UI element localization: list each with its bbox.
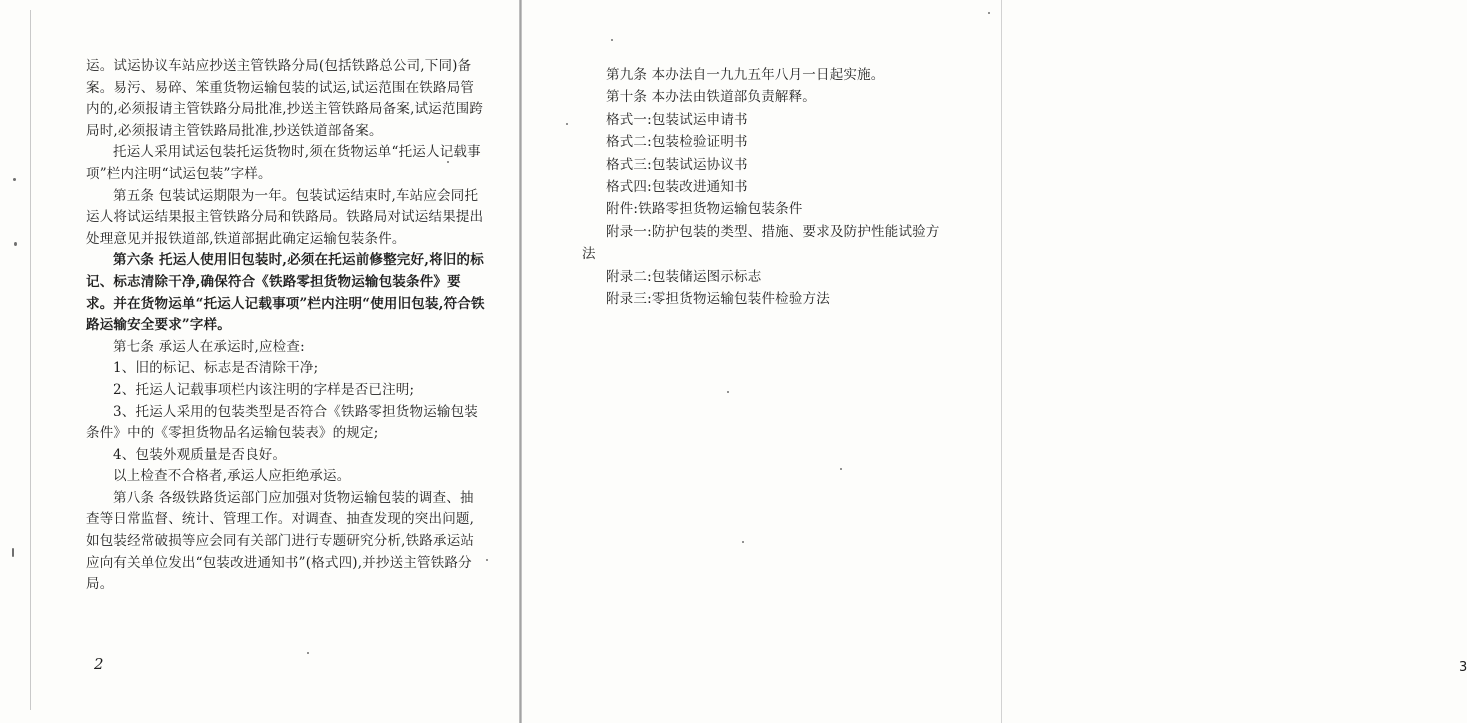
left-page: [0, 0, 520, 723]
form-4: 格式四:包装改进通知书: [606, 179, 748, 196]
form-3: 格式三:包装试运协议书: [606, 156, 748, 173]
article-7-item-2: 2、托运人记载事项栏内该注明的字样是否已注明;: [113, 381, 415, 398]
appendix-3: 附录三:零担货物运输包装件检验方法: [606, 291, 830, 308]
paragraph-continuation: 运。试运协议车站应抄送主管铁路分局(包括铁路总公司,下同)备案。易污、易碎、笨重货物运输包装的试运,试运范围在铁路局管内的,必须报请主管铁路分局批准,抄送主管铁路局备案,试运范围跨局时,必须报请主管铁路局批准,抄送铁道部备案。: [86, 58, 484, 139]
scan-speckle: [611, 39, 613, 41]
book-gutter: [519, 0, 522, 723]
scan-speckle: [566, 123, 568, 125]
page-number-left: 2: [94, 655, 104, 673]
page-number-right: 3: [1459, 660, 1467, 675]
article-7-heading: 第七条 承运人在承运时,应检查:: [113, 338, 305, 355]
paragraph-trial-packaging: 托运人采用试运包装托运货物时,须在货物运单“托运人记载事项”栏内注明“试运包装”字样。: [86, 144, 481, 182]
scan-speckle: [486, 559, 488, 561]
scan-speckle: [12, 548, 14, 557]
scan-speckle: [840, 468, 842, 470]
right-page-body: [582, 64, 982, 310]
page-edge-shadow-right: [1001, 0, 1002, 723]
scan-speckle: [988, 12, 990, 14]
appendix-1: 附录一:防护包装的类型、措施、要求及防护性能试验方: [606, 223, 940, 240]
page-edge-shadow: [30, 10, 31, 710]
appendix-2: 附录二:包装储运图示标志: [606, 268, 762, 285]
scan-speckle: [447, 161, 449, 163]
form-1: 格式一:包装试运申请书: [606, 111, 748, 128]
article-7-item-4: 4、包装外观质量是否良好。: [113, 446, 287, 463]
article-9: 第九条 本办法自一九九五年八月一日起实施。: [606, 67, 885, 83]
scan-speckle: [14, 242, 17, 246]
appendix-1-continuation: 法: [582, 246, 596, 263]
scan-speckle: [727, 391, 729, 393]
article-7-conclusion: 以上检查不合格者,承运人应拒绝承运。: [113, 468, 351, 485]
attachment: 附件:铁路零担货物运输包装条件: [606, 201, 803, 218]
article-7-item-1: 1、旧的标记、标志是否清除干净;: [113, 360, 319, 377]
article-5: 第五条 包装试运期限为一年。包装试运结束时,车站应会同托运人将试运结果报主管铁路分局和铁路局。铁路局对试运结果提出处理意见并报铁道部,铁道部据此确定运输包装条件。: [86, 187, 484, 247]
article-8: 第八条 各级铁路货运部门应加强对货物运输包装的调查、抽查等日常监督、统计、管理工作。对调查、抽查发现的突出问题,如包装经常破损等应会同有关部门进行专题研究分析,铁路承运站应向有关单位发出“包装改进通知书”(格式四),并抄送主管铁路分局。: [86, 489, 475, 593]
article-7-item-3: 3、托运人采用的包装类型是否符合《铁路零担货物运输包装条件》中的《零担货物品名运输包装表》的规定;: [86, 403, 478, 442]
article-6: 第六条 托运人使用旧包装时,必须在托运前修整完好,将旧的标记、标志清除干净,确保符合《铁路零担货物运输包装条件》要求。并在货物运单“托运人记载事项”栏内注明“使用旧包装,符合铁路运输安全要求”字样。: [86, 252, 485, 334]
scan-speckle: [307, 652, 309, 654]
left-page-body: [86, 56, 486, 596]
article-10: 第十条 本办法由铁道部负责解释。: [606, 89, 816, 106]
form-2: 格式二:包装检验证明书: [606, 134, 748, 151]
scan-speckle: [13, 178, 16, 181]
scan-speckle: [742, 541, 744, 543]
